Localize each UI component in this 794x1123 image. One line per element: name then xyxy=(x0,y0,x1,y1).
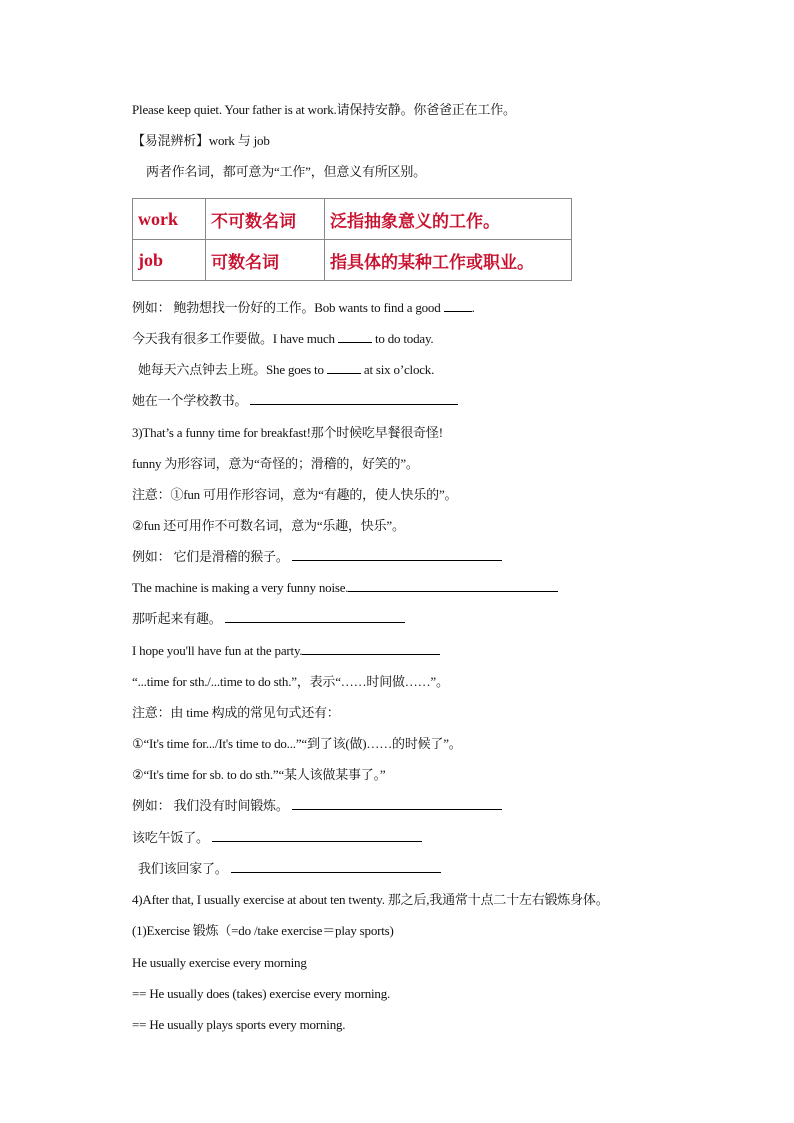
table-cell: work xyxy=(133,199,206,240)
exercise-line xyxy=(132,829,422,847)
table-row xyxy=(133,240,572,281)
answer-blank[interactable] xyxy=(231,860,441,873)
example-sentence-line: == He usually does (takes) exercise every morning. xyxy=(132,986,391,1001)
exercise-text: 那听起来有趣。 xyxy=(132,611,222,626)
pattern-line: ①“It's time for.../It's time to do...”“到了该(做)……的时候了”。 xyxy=(132,736,462,751)
exercise-text: I hope you'll have fun at the party. xyxy=(132,643,303,658)
note-line: 注意：①fun 可用作形容词，意为“有趣的，使人快乐的”。 xyxy=(132,487,458,502)
exercise-text: 今天我有很多工作要做。I have much xyxy=(132,331,335,346)
table-cell: 指具体的某种工作或职业。 xyxy=(325,240,572,281)
table-cell: 可数名词 xyxy=(206,240,325,281)
explanation-line: (1)Exercise 锻炼（=do /take exercise＝play sports) xyxy=(132,923,394,938)
answer-blank[interactable] xyxy=(212,829,422,842)
note-line: 注意：由 time 构成的常见句式还有： xyxy=(132,705,340,720)
example-sentence-line: He usually exercise every morning xyxy=(132,955,307,970)
exercise-line xyxy=(132,330,433,348)
answer-blank[interactable] xyxy=(444,299,472,312)
exercise-line xyxy=(132,797,502,815)
exercise-text: 她在一个学校教书。 xyxy=(132,393,248,408)
exercise-text: 例如： 它们是滑稽的猴子。 xyxy=(132,549,289,564)
exercise-line xyxy=(138,860,441,878)
exercise-line xyxy=(132,610,405,628)
note-line: ②fun 还可用作不可数名词，意为“乐趣，快乐”。 xyxy=(132,518,405,533)
confusion-heading: 【易混辨析】work 与 job xyxy=(132,133,270,148)
exercise-text-tail: at six o’clock. xyxy=(363,362,435,377)
answer-blank[interactable] xyxy=(292,548,502,561)
explanation-line: 两者作名词，都可意为“工作”，但意义有所区别。 xyxy=(146,164,426,179)
table-cell: job xyxy=(133,240,206,281)
section-heading: 4)After that, I usually exercise at about ten twenty. 那之后,我通常十点二十左右锻炼身体。 xyxy=(132,892,609,907)
answer-blank[interactable] xyxy=(327,361,361,374)
answer-blank[interactable] xyxy=(338,330,372,343)
exercise-line xyxy=(132,392,458,410)
example-sentence-line: == He usually plays sports every morning. xyxy=(132,1017,346,1032)
table-cell: 泛指抽象意义的工作。 xyxy=(325,199,572,240)
answer-blank[interactable] xyxy=(292,797,502,810)
table-cell: 不可数名词 xyxy=(206,199,325,240)
exercise-text: 例如： 我们没有时间锻炼。 xyxy=(132,798,289,813)
exercise-text: 她每天六点钟去上班。She goes to xyxy=(138,362,324,377)
exercise-text: 例如： 鲍勃想找一份好的工作。Bob wants to find a good xyxy=(132,300,441,315)
answer-blank[interactable] xyxy=(225,610,405,623)
pattern-line: ②“It's time for sb. to do sth.”“某人该做某事了。” xyxy=(132,767,386,782)
explanation-line: “...time for sth./...time to do sth.”，表示“……时间做……”。 xyxy=(132,674,449,689)
exercise-line xyxy=(132,579,558,597)
exercise-line xyxy=(132,548,502,566)
exercise-text: 我们该回家了。 xyxy=(138,861,228,876)
exercise-line xyxy=(138,361,434,379)
explanation-line: funny 为形容词，意为“奇怪的；滑稽的，好笑的”。 xyxy=(132,456,419,471)
answer-blank[interactable] xyxy=(250,392,458,405)
exercise-line xyxy=(132,299,475,317)
comparison-table xyxy=(132,198,572,281)
answer-blank[interactable] xyxy=(302,642,440,655)
exercise-text-tail: . xyxy=(471,300,475,315)
table-row xyxy=(133,199,572,240)
exercise-text: 该吃午饭了。 xyxy=(132,830,209,845)
exercise-text-tail: to do today. xyxy=(374,331,434,346)
example-sentence-line: Please keep quiet. Your father is at work.请保持安静。你爸爸正在工作。 xyxy=(132,102,516,117)
exercise-text: The machine is making a very funny noise. xyxy=(132,580,349,595)
answer-blank[interactable] xyxy=(348,579,558,592)
section-heading: 3)That’s a funny time for breakfast!那个时候吃早餐很奇怪! xyxy=(132,425,443,440)
exercise-line xyxy=(132,642,440,660)
